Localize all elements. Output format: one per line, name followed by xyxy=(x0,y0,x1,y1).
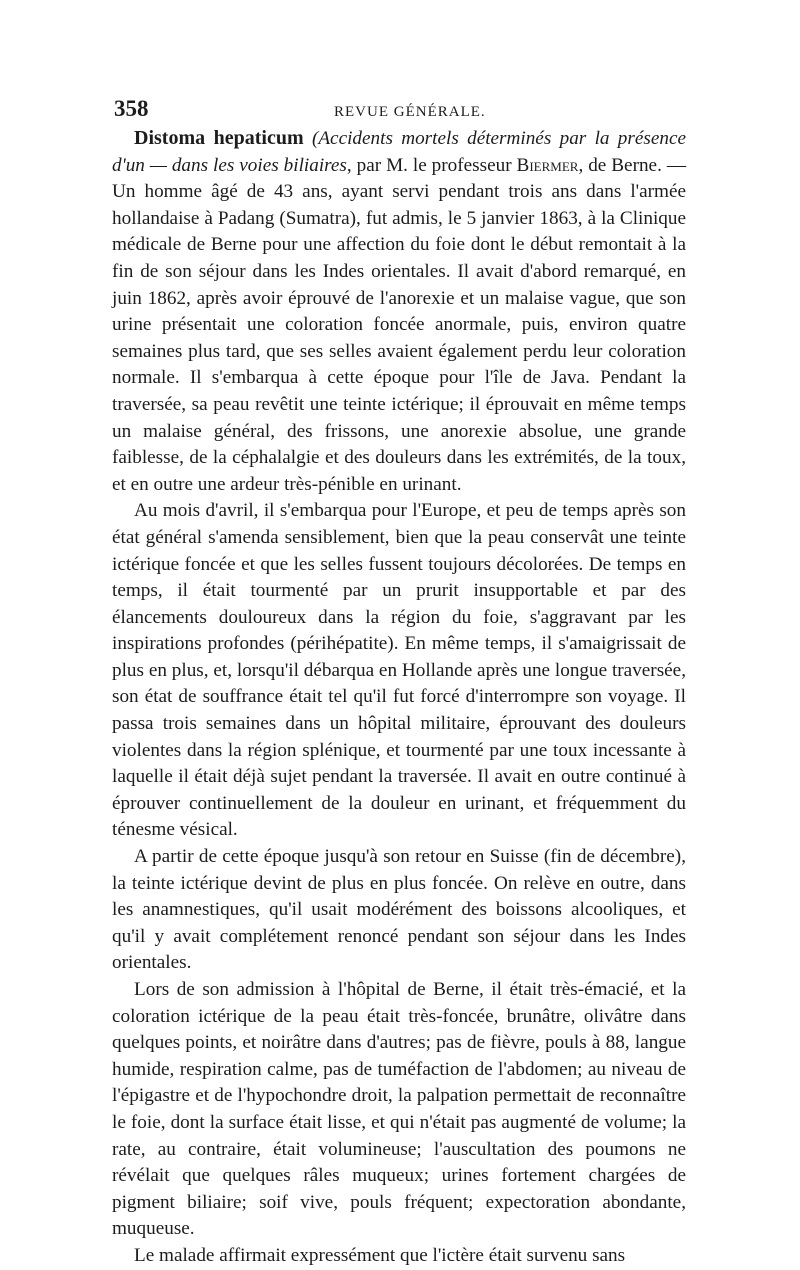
byline-suffix: , de Berne. — xyxy=(578,154,687,176)
running-head: REVUE GÉNÉRALE. xyxy=(334,104,486,120)
paragraph-3: A partir de cette époque jusqu'à son retour en Suisse (fin de décembre), la teinte ictérique devint de plus en plus foncée. On relève en outre, dans les anamnestiques, qu'il usait modérément des boissons alcooliques, et qu'il y avait complétement renoncé pendant son séjour dans les Indes orientales. xyxy=(112,846,686,974)
page-number: 358 xyxy=(114,96,149,121)
byline-prefix: , par M. le professeur xyxy=(346,154,517,176)
paragraph-4: Lors de son admission à l'hôpital de Berne, il était très-émacié, et la coloration ictérique de la peau était très-foncée, brunâtre, olivâtre dans quelques points, et noirâtre dans d'autres; pas de fièvre, pouls à 88, langue humide, respiration calme, pas de tuméfaction de l'abdomen; au niveau de l'épigastre et de l'hypochondre droit, la palpation permettait de reconnaître le foie, dont la surface était lisse, et qui n'était pas augmenté de volume; la rate, au contraire, était volumineuse; l'auscultation des poumons ne révélait que quelques râles muqueux; urines fortement chargées de pigment biliaire; soif vive, pouls fréquent; expectoration abondante, muqueuse. xyxy=(112,979,686,1240)
author-name: Biermer xyxy=(516,154,579,176)
paragraph-1-text: Un homme âgé de 43 ans, ayant servi pendant trois ans dans l'armée hollandaise à Padang (Sumatra), fut admis, le 5 janvier 1863, à la Clinique médicale de Berne pour une affection du foie dont le début remontait à la fin de son séjour dans les Indes orientales. Il avait d'abord remarqué, en juin 1862, après avoir éprouvé de l'anorexie et un malaise vague, que son urine présentait une coloration foncée anormale, puis, environ quatre semaines plus tard, que ses selles avaient également perdu leur coloration normale. Il s'embarqua à cette époque pour l'île de Java. Pendant la traversée, sa peau revêtit une teinte ictérique; il éprouvait en même temps un malaise général, des frissons, une anorexie absolue, une grande faiblesse, de la céphalalgie et des douleurs dans les extrémités, de la toux, et en outre une ardeur très-pénible en urinant. xyxy=(112,181,686,495)
article-title: Distoma hepaticum xyxy=(134,127,304,149)
paragraph-2: Au mois d'avril, il s'embarqua pour l'Europe, et peu de temps après son état général s'amenda sensiblement, bien que la peau conservât une teinte ictérique foncée et que les selles fussent toujours décolorées. De temps en temps, il était tourmenté par un prurit insupportable et par des élancements douloureux dans la région du foie, s'aggravant par les inspirations profondes (périhépatite). En même temps, il s'amaigrissait de plus en plus, et, lorsqu'il débarqua en Hollande après une longue traversée, son état de souffrance était tel qu'il fut forcé d'interrompre son voyage. Il passa trois semaines dans un hôpital militaire, éprouvant des douleurs violentes dans la région splénique, et tourmenté par une toux incessante à laquelle il était déjà sujet pendant la traversée. Il avait en outre continué à éprouver continuellement de la douleur en urinant, et fréquemment du ténesme vésical. xyxy=(112,500,686,841)
page-header xyxy=(110,92,686,122)
article-subtitle: (Accidents mortels déterminés par la présence d'un — dans les voies biliaires xyxy=(112,128,686,176)
article-body xyxy=(112,125,686,1270)
paragraph-1 xyxy=(112,125,686,498)
paragraph-5: Le malade affirmait expressément que l'ictère était survenu sans xyxy=(134,1244,626,1266)
